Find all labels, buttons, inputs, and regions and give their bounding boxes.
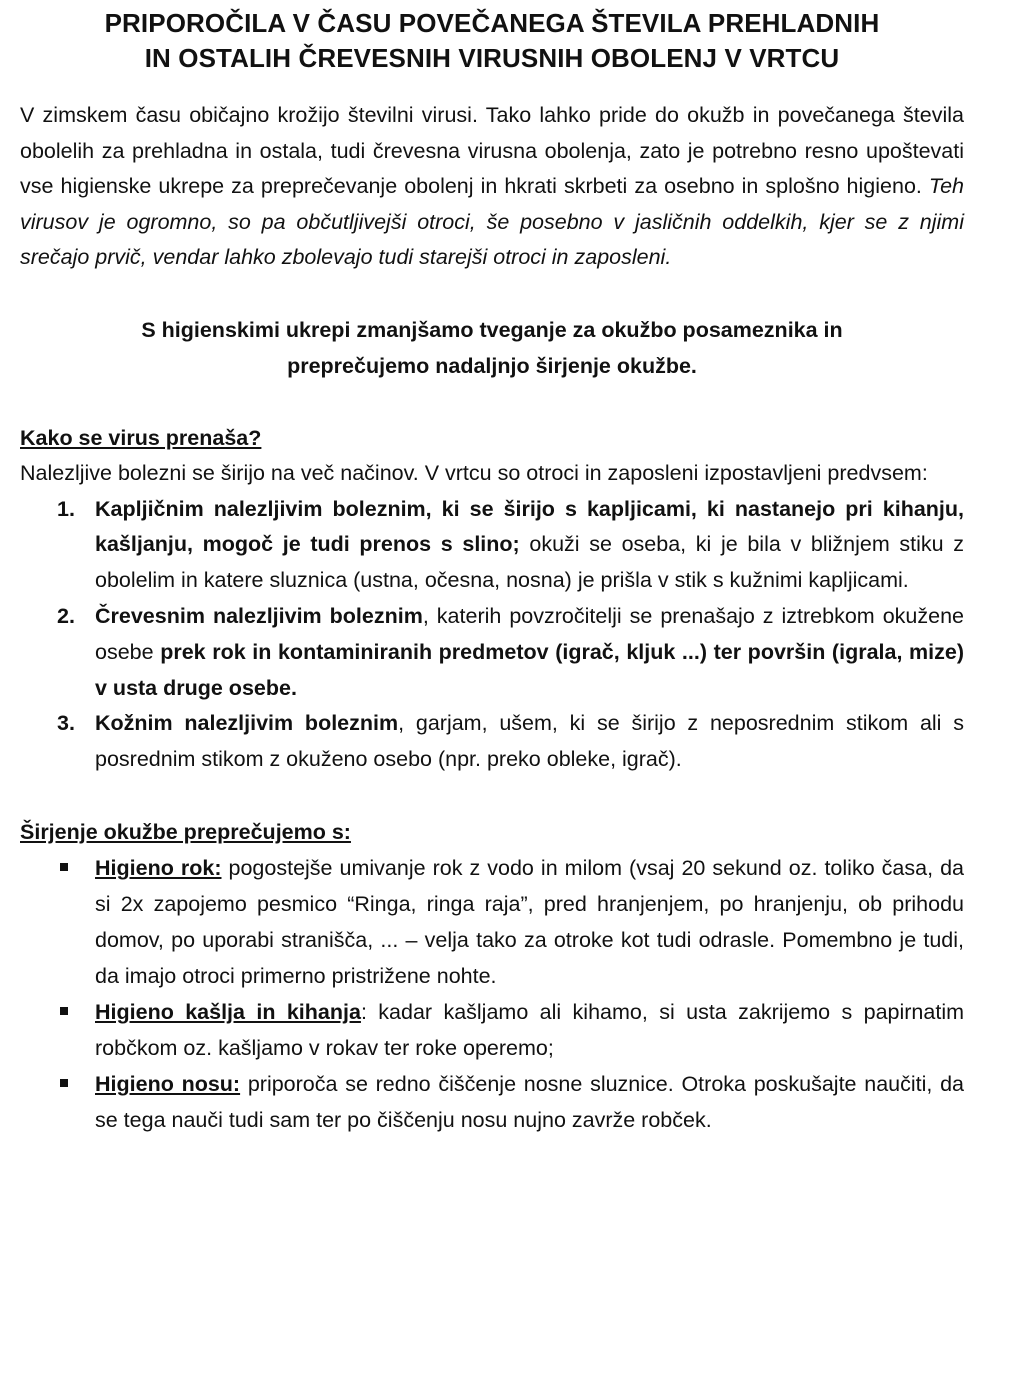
list-item-number: 2. [57,603,75,628]
list-item-number: 1. [57,496,75,521]
square-bullet-icon [60,1007,68,1015]
list-item-bold: Kožnim nalezljivim boleznim [95,711,399,736]
list-item-text: , katerih povzročitelji se prenašajo z iztrebkom okužene osebe [95,603,964,664]
square-bullet-icon [60,1079,68,1087]
list-item-bold: Kapljičnim nalezljivim boleznim, ki se širijo s kapljicami, ki nastanejo pri kihanju, kašljanju, mogoč je tudi prenos s slino; [95,496,964,557]
list-item-label: Higieno kašlja in kihanja [95,999,361,1024]
title-line-2: IN OSTALIH ČREVESNIH VIRUSNIH OBOLENJ V VRTCU [144,43,840,73]
title-line-1: PRIPOROČILA V ČASU POVEČANEGA ŠTEVILA PREHLADNIH [104,8,880,38]
list-item [20,1066,964,1138]
prevention-list [20,850,964,1138]
emphasis-line-1: S higienskimi ukrepi zmanjšamo tveganje za okužbo posameznika in [141,317,843,342]
document-page [20,6,964,1138]
document-title [20,6,964,76]
intro-text: V zimskem času običajno krožijo številni virusi. Tako lahko pride do okužb in povečanega števila obolelih za prehladna in ostala, tudi črevesna virusna obolenja, zato je potrebno resno upoštevati vse higienske ukrepe za preprečevanje obolenj in hkrati skrbeti za osebno in splošno higieno. [20,103,964,199]
emphasis-line-2: preprečujemo nadaljnjo širjenje okužbe. [287,353,697,378]
emphasis-statement [20,312,964,384]
list-item [20,994,964,1066]
list-item-bold: Črevesnim nalezljivim boleznim [95,603,423,628]
list-item [20,706,964,778]
list-item-text: priporoča se redno čiščenje nosne sluznice. Otroka poskušajte naučiti, da se tega nauči tudi sam ter po čiščenju nosu nujno zavrže robček. [95,1071,965,1132]
transmission-heading: Kako se virus prenaša? [20,425,262,450]
transmission-intro: Nalezljive bolezni se širijo na več načinov. V vrtcu so otroci in zaposleni izpostavljeni predvsem: [20,460,928,485]
square-bullet-icon [60,863,68,871]
intro-paragraph [20,98,964,276]
list-item [20,599,964,706]
list-item [20,850,964,994]
prevention-heading: Širjenje okužbe preprečujemo s: [20,819,351,844]
list-item-bold-2: prek rok in kontaminiranih predmetov (igrač, kljuk ...) ter površin (igrala, mize) v usta druge osebe. [95,639,964,700]
list-item-text: okuži se oseba, ki je bila v bližnjem stiku z obolelim in katere sluznica (ustna, očesna, nosna) je prišla v stik s kužnimi kapljicami. [95,532,965,593]
list-item-text: pogostejše umivanje rok z vodo in milom (vsaj 20 sekund oz. toliko časa, da si 2x zapojemo pesmico “Ringa, ringa raja”, pred hranjenjem, po hranjenju, ob prihodu domov, po uporabi stranišča, ... – velja tako za otroke kot tudi odrasle. Pomembno je tudi, da imajo otroci primerno pristrižene nohte. [95,855,965,988]
list-item-text: : kadar kašljamo ali kihamo, si usta zakrijemo s papirnatim robčkom oz. kašljamo v rokav ter roke operemo; [95,999,965,1060]
list-item [20,492,964,599]
intro-italic-text: Teh virusov je ogromno, so pa občutljivejši otroci, še posebno v jasličnih oddelkih, kjer se z njimi srečajo prvič, vendar lahko zbolevajo tudi starejši otroci in zaposleni. [20,174,964,270]
list-item-label: Higieno rok: [95,855,222,880]
list-item-label: Higieno nosu: [95,1071,241,1096]
list-item-text: , garjam, ušem, ki se širijo z neposrednim stikom ali s posrednim stikom z okuženo osebo (npr. preko obleke, igrač). [95,711,964,772]
list-item-number: 3. [57,711,75,736]
transmission-list [20,492,964,778]
